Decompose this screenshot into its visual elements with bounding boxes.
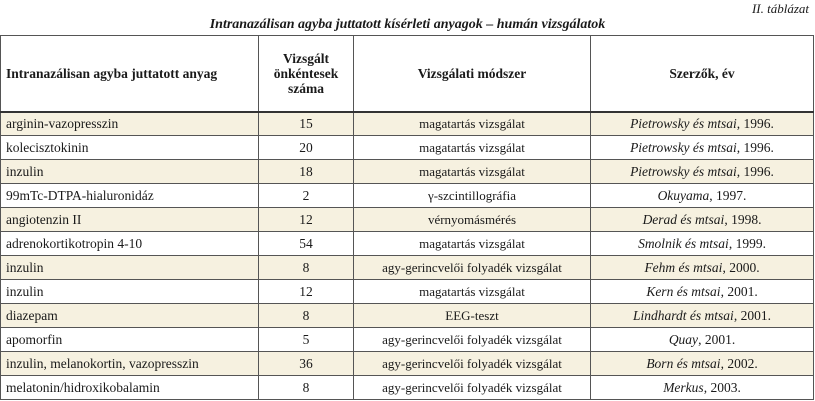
authors-cell [591, 136, 814, 160]
author-name: Pietrowsky és mtsai [630, 115, 737, 131]
publication-year: , 2000. [722, 259, 760, 275]
header-authors: Szerzők, év [591, 36, 814, 112]
author-name: Okuyama [657, 187, 710, 203]
author-name: Quay [668, 331, 699, 347]
authors-cell [591, 352, 814, 376]
substance-cell: inzulin [1, 280, 259, 304]
authors-cell [591, 376, 814, 400]
header-method: Vizsgálati módszer [354, 36, 591, 112]
authors-cell [591, 184, 814, 208]
table-row [1, 232, 814, 256]
data-table [0, 35, 814, 400]
volunteers-cell: 8 [259, 304, 354, 328]
authors-cell [591, 208, 814, 232]
authors-cell [591, 232, 814, 256]
method-cell: EEG-teszt [354, 304, 591, 328]
publication-year: , 1996. [736, 115, 774, 131]
publication-year: , 1998. [724, 211, 762, 227]
table-row [1, 160, 814, 184]
author-name: Born és mtsai [646, 355, 721, 371]
author-name: Fehm és mtsai [644, 259, 723, 275]
publication-year: , 2003. [703, 379, 741, 395]
author-name: Pietrowsky és mtsai [630, 139, 737, 155]
method-cell: agy-gerincvelői folyadék vizsgálat [354, 256, 591, 280]
volunteers-cell: 54 [259, 232, 354, 256]
table-row [1, 112, 814, 136]
publication-year: , 2001. [720, 283, 758, 299]
volunteers-cell: 20 [259, 136, 354, 160]
method-cell: agy-gerincvelői folyadék vizsgálat [354, 376, 591, 400]
author-name: Lindhardt és mtsai [633, 307, 734, 323]
author-name: Smolnik és mtsai [638, 235, 729, 251]
header-volunteers: Vizsgált önkéntesek száma [259, 36, 354, 112]
substance-cell: angiotenzin II [1, 208, 259, 232]
table-row [1, 352, 814, 376]
substance-cell: inzulin [1, 160, 259, 184]
publication-year: , 2002. [720, 355, 758, 371]
volunteers-cell: 5 [259, 328, 354, 352]
substance-cell: apomorfin [1, 328, 259, 352]
substance-cell: melatonin/hidroxikobalamin [1, 376, 259, 400]
method-cell: magatartás vizsgálat [354, 280, 591, 304]
authors-cell [591, 160, 814, 184]
method-cell: magatartás vizsgálat [354, 160, 591, 184]
authors-cell [591, 304, 814, 328]
volunteers-cell: 8 [259, 376, 354, 400]
volunteers-cell: 12 [259, 280, 354, 304]
table-row [1, 184, 814, 208]
table-row [1, 376, 814, 400]
method-cell: agy-gerincvelői folyadék vizsgálat [354, 328, 591, 352]
table-number-label: II. táblázat [751, 1, 809, 16]
method-cell: agy-gerincvelői folyadék vizsgálat [354, 352, 591, 376]
publication-year: , 1996. [736, 139, 774, 155]
authors-cell [591, 328, 814, 352]
authors-cell [591, 256, 814, 280]
method-cell: γ-szcintillográfia [354, 184, 591, 208]
author-name: Kern és mtsai [646, 283, 721, 299]
substance-cell: inzulin, melanokortin, vazopresszin [1, 352, 259, 376]
header-substance: Intranazálisan agyba juttatott anyag [1, 36, 259, 112]
method-cell: magatartás vizsgálat [354, 136, 591, 160]
table-row [1, 328, 814, 352]
method-cell: vérnyomásmérés [354, 208, 591, 232]
header-row [1, 36, 814, 112]
authors-cell [591, 112, 814, 136]
publication-year: , 1999. [728, 235, 766, 251]
volunteers-cell: 15 [259, 112, 354, 136]
substance-cell: 99mTc-DTPA-hialuronidáz [1, 184, 259, 208]
table-row [1, 208, 814, 232]
table-row [1, 256, 814, 280]
substance-cell: adrenokortikotropin 4-10 [1, 232, 259, 256]
author-name: Merkus [663, 379, 704, 395]
substance-cell: diazepam [1, 304, 259, 328]
table-body [1, 112, 814, 400]
publication-year: , 1996. [736, 163, 774, 179]
substance-cell: arginin-vazopresszin [1, 112, 259, 136]
volunteers-cell: 12 [259, 208, 354, 232]
substance-cell: inzulin [1, 256, 259, 280]
publication-year: , 2001. [733, 307, 771, 323]
table-row [1, 280, 814, 304]
table-row [1, 136, 814, 160]
author-name: Pietrowsky és mtsai [630, 163, 737, 179]
volunteers-cell: 2 [259, 184, 354, 208]
publication-year: , 2001. [698, 331, 736, 347]
method-cell: magatartás vizsgálat [354, 112, 591, 136]
volunteers-cell: 8 [259, 256, 354, 280]
method-cell: magatartás vizsgálat [354, 232, 591, 256]
author-name: Derad és mtsai [642, 211, 725, 227]
table-caption: Intranazálisan agyba juttatott kísérleti anyagok – humán vizsgálatok [209, 17, 606, 32]
volunteers-cell: 36 [259, 352, 354, 376]
publication-year: , 1997. [709, 187, 747, 203]
volunteers-cell: 18 [259, 160, 354, 184]
substance-cell: kolecisztokinin [1, 136, 259, 160]
table-row [1, 304, 814, 328]
authors-cell [591, 280, 814, 304]
